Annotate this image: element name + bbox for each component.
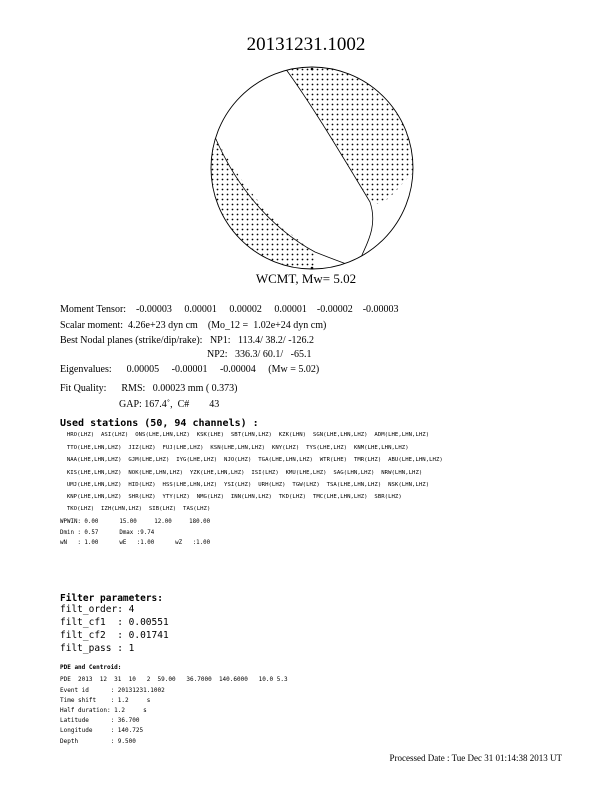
compression-quadrant-northeast [285, 62, 415, 204]
filter-header: Filter parameters: [60, 593, 163, 604]
focal-mechanism-beachball [200, 62, 420, 274]
station-row: TKO(LHZ) IZH(LHN,LHZ) SIB(LHZ) TAS(LHZ) [60, 506, 211, 512]
eigenvalues-line: Eigenvalues: 0.00005 -0.00001 -0.00004 (Mw = 5.02) [60, 364, 320, 375]
nodal-plane-1-line: Best Nodal planes (strike/dip/rake): NP1: 113.4/ 38.2/ -126.2 [60, 335, 315, 346]
station-row: UMJ(LHE,LHN,LHZ) HID(LHZ) HSS(LHE,LHN,LHZ) YSI(LHZ) URH(LHZ) TGW(LHZ) TSA(LHE,LHN,LHZ) NSK(LHN,LHZ) [60, 482, 430, 488]
filter-cf1-line: filt_cf1 : 0.00551 [60, 617, 169, 628]
event-id-line: Event id : 20131231.1002 [60, 687, 165, 694]
station-row: KNP(LHE,LHN,LHZ) SHR(LHZ) YTY(LHZ) NMG(LHZ) INN(LHN,LHZ) TKD(LHZ) TMC(LHE,LHN,LHZ) SBR(LHZ) [60, 494, 402, 500]
p-axis-marker [311, 68, 314, 71]
t-axis-marker [311, 267, 314, 270]
station-row: HRO(LHZ) ASI(LHZ) ONS(LHE,LHN,LHZ) KSK(LHE) SBT(LHN,LHZ) KZK(LHN) SGN(LHE,LHN,LHZ) ADM(LHE,LHN,LHZ) [60, 432, 430, 438]
half-duration-line: Half duration: 1.2 s [60, 707, 147, 714]
filter-cf2-line: filt_cf2 : 0.01741 [60, 630, 169, 641]
pde-line: PDE 2013 12 31 10 2 59.00 36.7000 140.6000 10.0 5.3 [60, 676, 288, 683]
event-title: 20131231.1002 [246, 34, 366, 55]
station-row: TTO(LHE,LHN,LHZ) JIZ(LHZ) FUJ(LHE,LHZ) KSN(LHE,LHN,LHZ) KNY(LHZ) TYS(LHE,LHZ) KNM(LHE,LHN,LHZ) [60, 445, 409, 451]
gap-line: GAP: 167.4˚, C# 43 [119, 399, 220, 410]
scalar-moment-line: Scalar moment: 4.26e+23 dyn cm (Mo_12 = 1.02e+24 dyn cm) [60, 320, 327, 331]
filter-order-line: filt_order: 4 [60, 604, 135, 615]
time-shift-line: Time shift : 1.2 s [60, 697, 151, 704]
latitude-line: Latitude : 36.700 [60, 717, 140, 724]
station-row: NAA(LHE,LHN,LHZ) GJM(LHE,LHZ) IYG(LHE,LHZ) NJO(LHZ) TGA(LHE,LHN,LHZ) WTR(LHE) TMR(LHZ) ABU(LHE,LHN,LHZ) [60, 457, 443, 463]
moment-tensor-line: Moment Tensor: -0.00003 0.00001 0.00002 0.00001 -0.00002 -0.00003 [60, 304, 399, 315]
station-row: KIS(LHE,LHN,LHZ) NOK(LHE,LHN,LHZ) YZK(LHE,LHN,LHZ) ISI(LHZ) KMU(LHE,LHZ) SAG(LHN,LHZ) NRW(LHN,LHZ) [60, 470, 423, 476]
mechanism-label: WCMT, Mw= 5.02 [255, 271, 357, 286]
wpwin-line: WPWIN: 0.00 15.00 12.00 180.00 [60, 519, 211, 525]
processed-date: Processed Date : Tue Dec 31 01:14:38 2013 UT [389, 753, 562, 763]
nodal-plane-2-line: NP2: 336.3/ 60.1/ -65.1 [207, 349, 312, 360]
fit-quality-line: Fit Quality: RMS: 0.00023 mm ( 0.373) [60, 383, 238, 394]
depth-line: Depth : 9.500 [60, 738, 136, 745]
component-weights-line: wN : 1.00 wE :1.00 wZ :1.00 [60, 540, 211, 546]
stations-header: Used stations (50, 94 channels) : [60, 418, 259, 429]
longitude-line: Longitude : 140.725 [60, 727, 144, 734]
filter-pass-line: filt_pass : 1 [60, 643, 135, 654]
pde-header: PDE and Centroid: [60, 664, 122, 671]
distance-range-line: Dmin : 0.57 Dmax :9.74 [60, 530, 155, 536]
